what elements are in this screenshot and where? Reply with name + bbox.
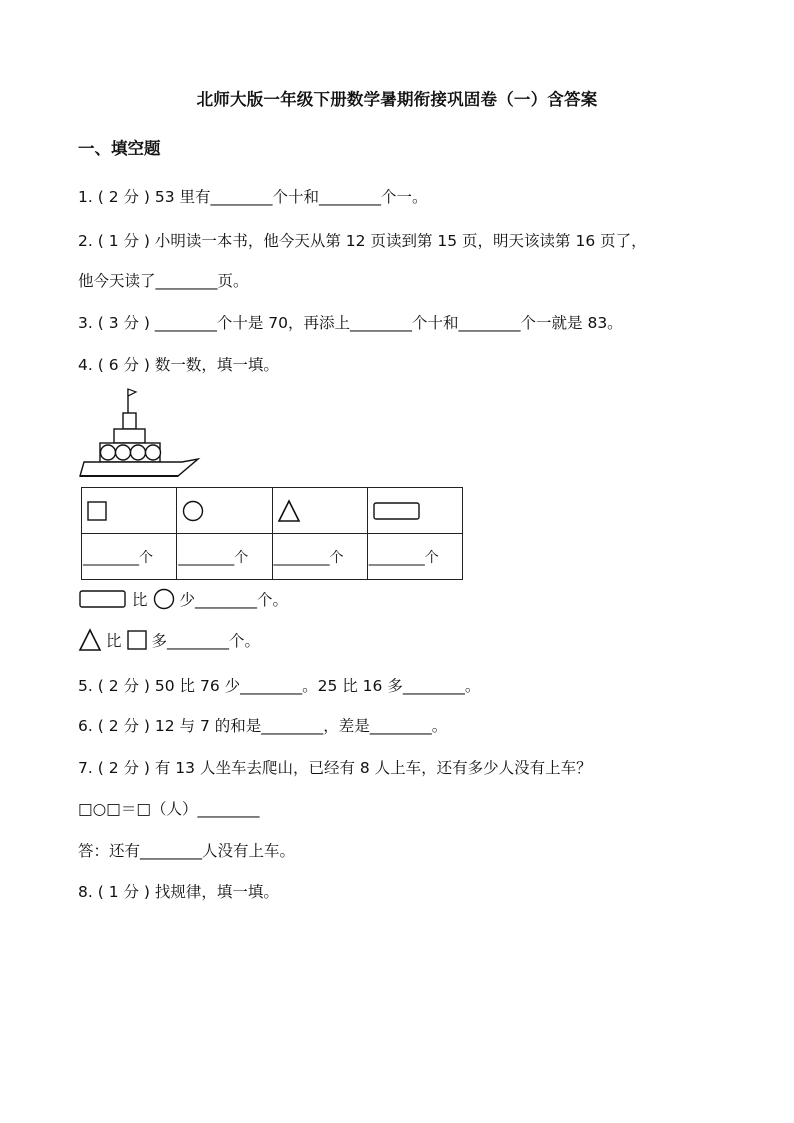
compare-text: 少________个。 <box>179 591 289 609</box>
question-7-formula: □○□＝□（人）________ <box>78 800 260 818</box>
rectangle-icon <box>372 500 422 522</box>
cell-triangle <box>272 488 367 534</box>
question-4: 4. ( 6 分 ) 数一数，填一填。 <box>78 356 279 374</box>
section-heading: 一、填空题 <box>78 139 161 158</box>
question-5: 5. ( 2 分 ) 50 比 76 少________。25 比 16 多________。 <box>78 677 481 695</box>
cell-rectangle <box>367 488 462 534</box>
question-2-line-2: 他今天读了________页。 <box>78 272 249 290</box>
circle-icon <box>152 587 176 611</box>
cell-circle <box>177 488 272 534</box>
triangle-icon <box>277 499 301 523</box>
question-3: 3. ( 3 分 ) ________个十是 70，再添上________个十和________个一就是 83。 <box>78 314 623 332</box>
square-icon <box>126 629 148 651</box>
compare-text: 多________个。 <box>151 632 261 650</box>
question-7: 7. ( 2 分 ) 有 13 人坐车去爬山，已经有 8 人上车，还有多少人没有上车？ <box>78 759 592 777</box>
table-row-answers <box>82 534 463 580</box>
question-6: 6. ( 2 分 ) 12 与 7 的和是________，差是________。 <box>78 717 448 735</box>
ship-figure <box>78 385 202 481</box>
compare-line-1 <box>78 587 292 611</box>
compare-word: 比 <box>106 632 122 650</box>
shape-count-table <box>81 487 463 580</box>
compare-line-2 <box>78 628 264 652</box>
cell-square <box>82 488 177 534</box>
compare-word: 比 <box>132 591 148 609</box>
question-8: 8. ( 1 分 ) 找规律，填一填。 <box>78 883 279 901</box>
rectangle-icon <box>78 588 128 610</box>
answer-cell[interactable]: ________个 <box>272 534 367 580</box>
table-row-shapes <box>82 488 463 534</box>
square-icon <box>86 500 108 522</box>
circle-icon <box>181 499 205 523</box>
triangle-icon <box>78 628 102 652</box>
question-7-answer: 答：还有________人没有上车。 <box>78 842 296 860</box>
answer-cell[interactable]: ________个 <box>82 534 177 580</box>
answer-cell[interactable]: ________个 <box>367 534 462 580</box>
question-2-line-1: 2. ( 1 分 ) 小明读一本书，他今天从第 12 页读到第 15 页，明天该读第 16 页了， <box>78 232 647 250</box>
answer-cell[interactable]: ________个 <box>177 534 272 580</box>
page-title: 北师大版一年级下册数学暑期衔接巩固卷（一）含答案 <box>196 90 598 109</box>
question-1: 1. ( 2 分 ) 53 里有________个十和________个一。 <box>78 188 428 206</box>
